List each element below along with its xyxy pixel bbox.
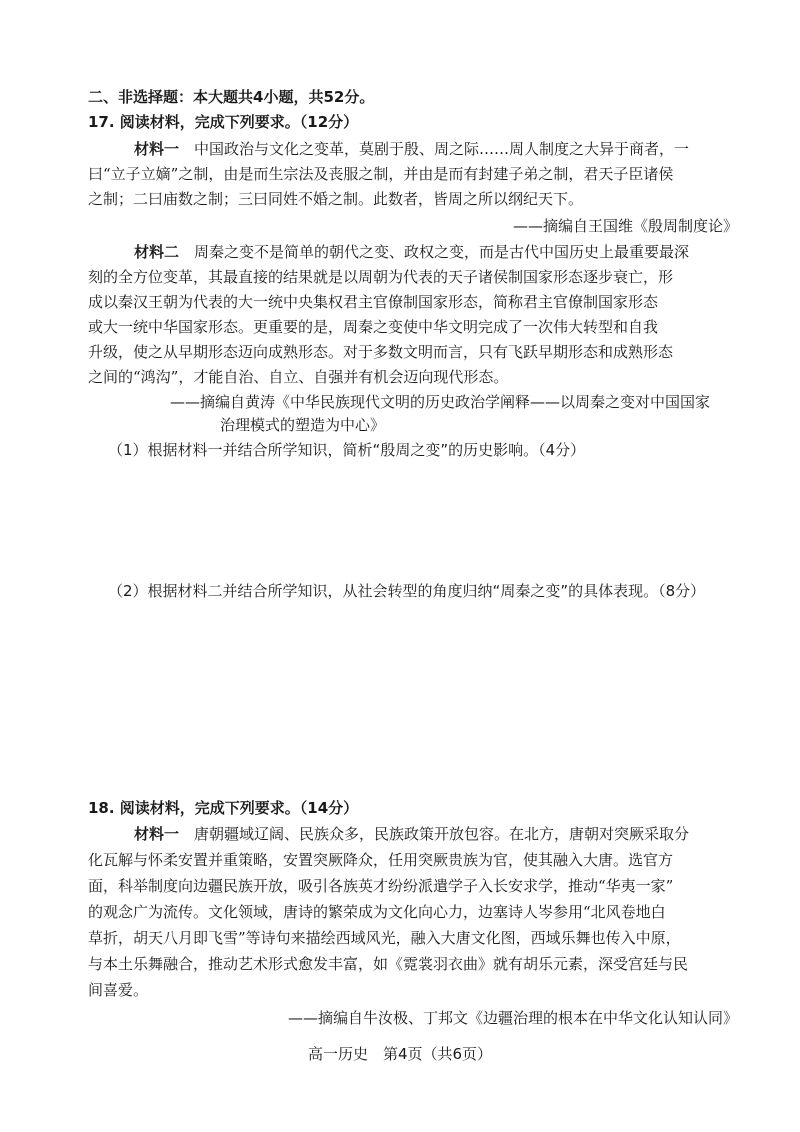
q18-stem: 18. 阅读材料，完成下列要求。（14分） [88, 799, 359, 817]
q18-material1-line [134, 824, 689, 844]
q17-material1-text-1: 曰“立子立嫡”之制，由是而生宗法及丧服之制，并由是而有封建子弟之制，君天子臣诸侯 [88, 165, 674, 183]
q18-material1-label: 材料一 [134, 825, 180, 843]
q17-material2-text-0: 周秦之变不是简单的朝代之变、政权之变，而是古代中国历史上最重要最深 [194, 243, 690, 261]
q17-sub-question-2: （2）根据材料二并结合所学知识，从社会转型的角度归纳“周秦之变”的具体表现。（8分） [108, 582, 706, 600]
q17-material2-text-5: 之间的“鸿沟”，才能自治、自立、自强并有机会迈向现代形态。 [88, 368, 509, 386]
q17-sub-question-1: （1）根据材料一并结合所学知识，简析“殷周之变”的历史影响。（4分） [108, 441, 586, 459]
q17-material2-text-3: 或大一统中华国家形态。更重要的是，周秦之变使中华文明完成了一次伟大转型和自我 [88, 318, 659, 336]
q17-material1-label: 材料一 [134, 140, 180, 158]
q17-material1-line [134, 139, 689, 159]
q18-material1-text-2: 面，科举制度向边疆民族开放，吸引各族英才纷纷派遣学子入长安求学，推动“华夷一家” [88, 877, 674, 895]
q17-material2-text-2: 成以秦汉王朝为代表的大一统中央集权君主官僚制国家形态，简称君主官僚制国家形态 [88, 293, 659, 311]
section-heading: 二、非选择题：本大题共4小题，共52分。 [88, 88, 375, 106]
q18-material1-text-3: 的观念广为流传。文化领域，唐诗的繁荣成为文化向心力，边塞诗人岑参用“北风卷地白 [88, 903, 666, 921]
q17-material2-label: 材料二 [134, 243, 180, 261]
q18-material1-text-4: 草折，胡天八月即飞雪”等诗句来描绘西域风光，融入大唐文化图，西域乐舞也传入中原， [88, 929, 681, 947]
q17-stem: 17. 阅读材料，完成下列要求。（12分） [88, 113, 359, 131]
q18-material1-source: ——摘编自牛汝极、丁邦文《边疆治理的根本在中华文化认知认同》 [287, 1009, 738, 1027]
q17-material2-line [134, 242, 689, 262]
q17-material1-text-0: 中国政治与文化之变革，莫剧于殷、周之际……周人制度之大异于商者，一 [194, 140, 690, 158]
q17-material2-text-1: 刻的全方位变革，其最直接的结果就是以周朝为代表的天子诸侯制国家形态逐步衰亡，形 [88, 268, 674, 286]
q18-material1-text-6: 间喜爱。 [88, 981, 149, 999]
q17-material2-text-4: 升级，使之从早期形态迈向成熟形态。对于多数文明而言，只有飞跃早期形态和成熟形态 [88, 343, 674, 361]
q17-material2-source-1: ——摘编自黄涛《中华民族现代文明的历史政治学阐释——以周秦之变对中国国家 [170, 393, 711, 411]
q17-material1-text-2: 之制；二曰庙数之制；三曰同姓不婚之制。此数者，皆周之所以纲纪天下。 [88, 190, 584, 208]
q18-material1-text-0: 唐朝疆域辽阔、民族众多，民族政策开放包容。在北方，唐朝对突厥采取分 [194, 825, 690, 843]
q18-material1-text-5: 与本土乐舞融合，推动艺术形式愈发丰富，如《霓裳羽衣曲》就有胡乐元素，深受宫廷与民 [88, 955, 689, 973]
q17-material2-source-2: 治理模式的塑造为中心》 [220, 416, 386, 434]
q17-material1-source: ——摘编自王国维《殷周制度论》 [512, 217, 738, 235]
q18-material1-text-1: 化瓦解与怀柔安置并重策略，安置突厥降众，任用突厥贵族为官，使其融入大唐。选官方 [88, 851, 674, 869]
page-footer: 高一历史 第4页（共6页） [307, 1045, 493, 1063]
